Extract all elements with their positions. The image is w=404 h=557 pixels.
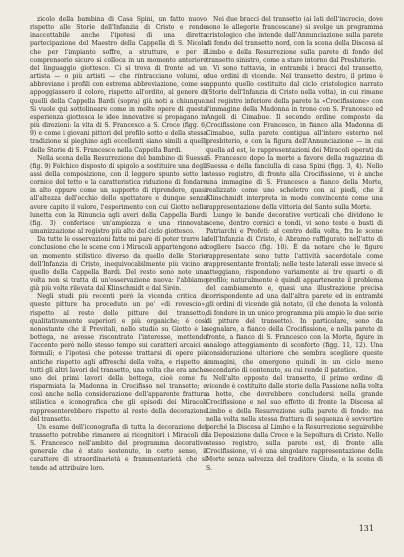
- paragraph: Un esame dell'iconografia di tutta la decorazione del transetto potrebbe rimanere ai ricognitori i Miracoli di S. Francesco nell'ambito del programma decorativo generale che è stato sostenuto, in certo senso, il carattere di straordinarietà e frammentarietà che si tende ad attribuire loro.: [30, 423, 207, 472]
- paragraph: Nei due bracci del transetto (ai lati dell'incrocio, dove sono le allegorie francescane) si svolge un programma cristologico che intende dall'Annunciazione sulla parete di fondo del transetto nord, con la scena della Discesa al Limbo e della Resurrezione sulla parete di fondo del transetto sinistro, come a stare intorno dal Presbiterio.: [206, 16, 383, 64]
- right-column: [206, 16, 383, 521]
- paragraph: Lungo le bande decorative verticali che dividono le scene, dentro cornici e tondi, vi sono teste e busti di Patriarchi e Profeti: al centro della volta, fra le scene dell'Infanzia di Cristo, è Abramo raffigurato nell'atto di cogliere Isacco (fig. 10). È da notare che le figure rappresentate sono tutte l'attività sacerdotale come rappresentante frontali; nelle teste laterali esse invece si atteggiano, rispondono variamente ai tre quarti o di profilo; naturalmente è quindi appartenente il problema del cambiamento e, quasi una illustrazione precisa corrispondente ad una dall'altra parete ed in entrambi gli ordini di vicende già notato, (il che denota la volontà di fondere in un unico programma più ampio le due serie di pitture del transetto). In particolare, sono da segnalare, a fianco della Crocifissione, e nella parete di fronte, a fianco di S. Francesco con la Morte, figure in analogo atteggiamento di sconforto (figg. 11, 12). Una considerazione ulteriore che sembra scegliere queste immagini, che emergono quindi in un ciclo meno secondario di contenuto, su cui rende il patetico.: [206, 211, 383, 374]
- paragraph: Vi sono tuttavia, in entrambi i bracci del transetto, due ordini di vicende. Nel transetto destro, il primo è appunto quello costituito dal ciclo cristologico narrato (Storie dell'Infanzia di Cristo nella volta), in cui rimane nel registro inferiore della parete la «Crocifissione» con l'immagine della Madonna in trono con S. Francesco ed Angeli di Cimabue. Il secondo ordine composto da Crocifissione con Francesco, in fianco alla Madonna di Cimabue, sulla parete contigua all'intero esterno nel presbiterio, e con la figura dell'Annunciazione — in cui quella ad est, le rappresentazioni dei Miracoli operati da S. Francesco dopo la morte a favore della ragazzina di Suessa e della fanciulla di casa Spini (figg. 3, 4). Nello stesso registro, di fronte alla Crocifissione, vi è anche una immagine di S. Francesco a fianco della Morte, realizzato come uno scheletro con ai piedi, che il Klinschmidt interpreta in modo convincente come una rappresentazione della vittoria del Santo sulla Morte.: [206, 64, 383, 211]
- page-number: 131: [358, 524, 374, 533]
- left-column: [30, 16, 207, 546]
- paragraph: zicolo della bambina di Casa Spini, un fatto nuovo rispetto alle Storie dell'Infanzia di Cristo e rende inaccettabile anche l'ipotesi di una diretta partecipazione del Maestro della Cappella di S. Nicola che per l'impianto soffre, a strutture, e per il comprensorio sicuro si colloca in un momento anteriore del linguaggio giottesco. Ci si trova di fronte ad un artista — o più artisti — che rintracciano volumi, e abbreviano i profili con estrema abbreviazione, come se appoggiassero il colore, rispetto all'ordito, al genere di quelli della Cappella Bardi (sopra) già noti a chiunque. Si vuole qui sottolineare come in molte opere di questa esperienza giottesca le idee innovative si propagano in più direzioni: la vita di S. Francesco a S. Croce (figg. 6, 9) e come i giovani pittori del profilo sotto e della stessa tradizione si pieghino agli eccellenti siano simili a quelli delle Storie di S. Francesco nella Cappella Bardi.: [30, 16, 207, 154]
- paragraph: Nell'alto opposto del transetto, il primo ordine di vicende è costituito dalle storie della Passione nella volta a botte, che dovrebbero concludersi nella grande Crocifissione e nel suo effetto di fronte la Discesa al Limbo e della Resurrezione sulla parete di fondo: ma nella volta nella stessa frattura di sequenza è sovvertire perché la Discesa al Limbo e la Resurrezione seguirebbe la Deposizione dalla Croce e la Sepoltura di Cristo. Nello stesso registro, sulla parete est, di fronte alla Crocifissione, vi è una singolare rappresentazione della Morte senza salvezza del traditore Giuda, e la scena di S.: [206, 374, 383, 472]
- paragraph: Nella scena della Resurrezione del bambino di Suessa (fig. 9) Folchico disposto di spigolo a sostituire una degli assi della composizione, con il leggero spunto sotto la cornice del tetto e la caratteristica riduzione di fondare in alto oppure come un supporto di riprendere, quasi all'altezza dell'occhio dello spettatore e dunque senza avere capito il valore, l'esperimento con cui Giotto nella lunetta con la Rinuncia agli averi della Cappella Bardi (fig. 3) conferisce un'ampiezza e una rinnovata umanizzazione al registro più alto del ciclo giottesco.: [30, 154, 207, 236]
- paragraph: Negli studi più recenti però la vicenda critica di queste pitture ha proceduto un po' «di rovescio», rispetto al resto delle pitture del transetto, qualitativamente superiori e più organiche; è così nonostante che il Previtali, nello studio su Giotto e la bottega, ne avesse riscontrato l'interesse, mettendo l'accento però nello stesso tempo sui caratteri arcaici e formuli; e l'ipotesi che potesse trattarsi di opere più antiche rispetto agli affreschi della volta, e rispetto a tutti gli altri lavori del transetto, una volta che era anche uno dei primi lavori della bottega, cioè come fu risparmiata la Madonna in Crocifisso nel transetto; e così anche nella considerazione dell'apparente frattura stilistica e iconografica che gli episodi dei Miracoli rappresenterebbero rispetto al resto della decorazione del transetto.: [30, 293, 207, 423]
- paragraph: Da tutte le osservazioni fatte mi pare di poter trarre la conclusione che le scene con i Miracoli appartengono ad un momento stilistico diverso da quello delle Storie dell'Infanzia di Cristo, inequivocabilmente più vicino a quello della Cappella Bardi. Del resto sono note una volta non si tratta di un'osservazione nuova: l'abbiamo già più volte rilevata dal Klinschmidt e dal Sirén.: [30, 236, 207, 293]
